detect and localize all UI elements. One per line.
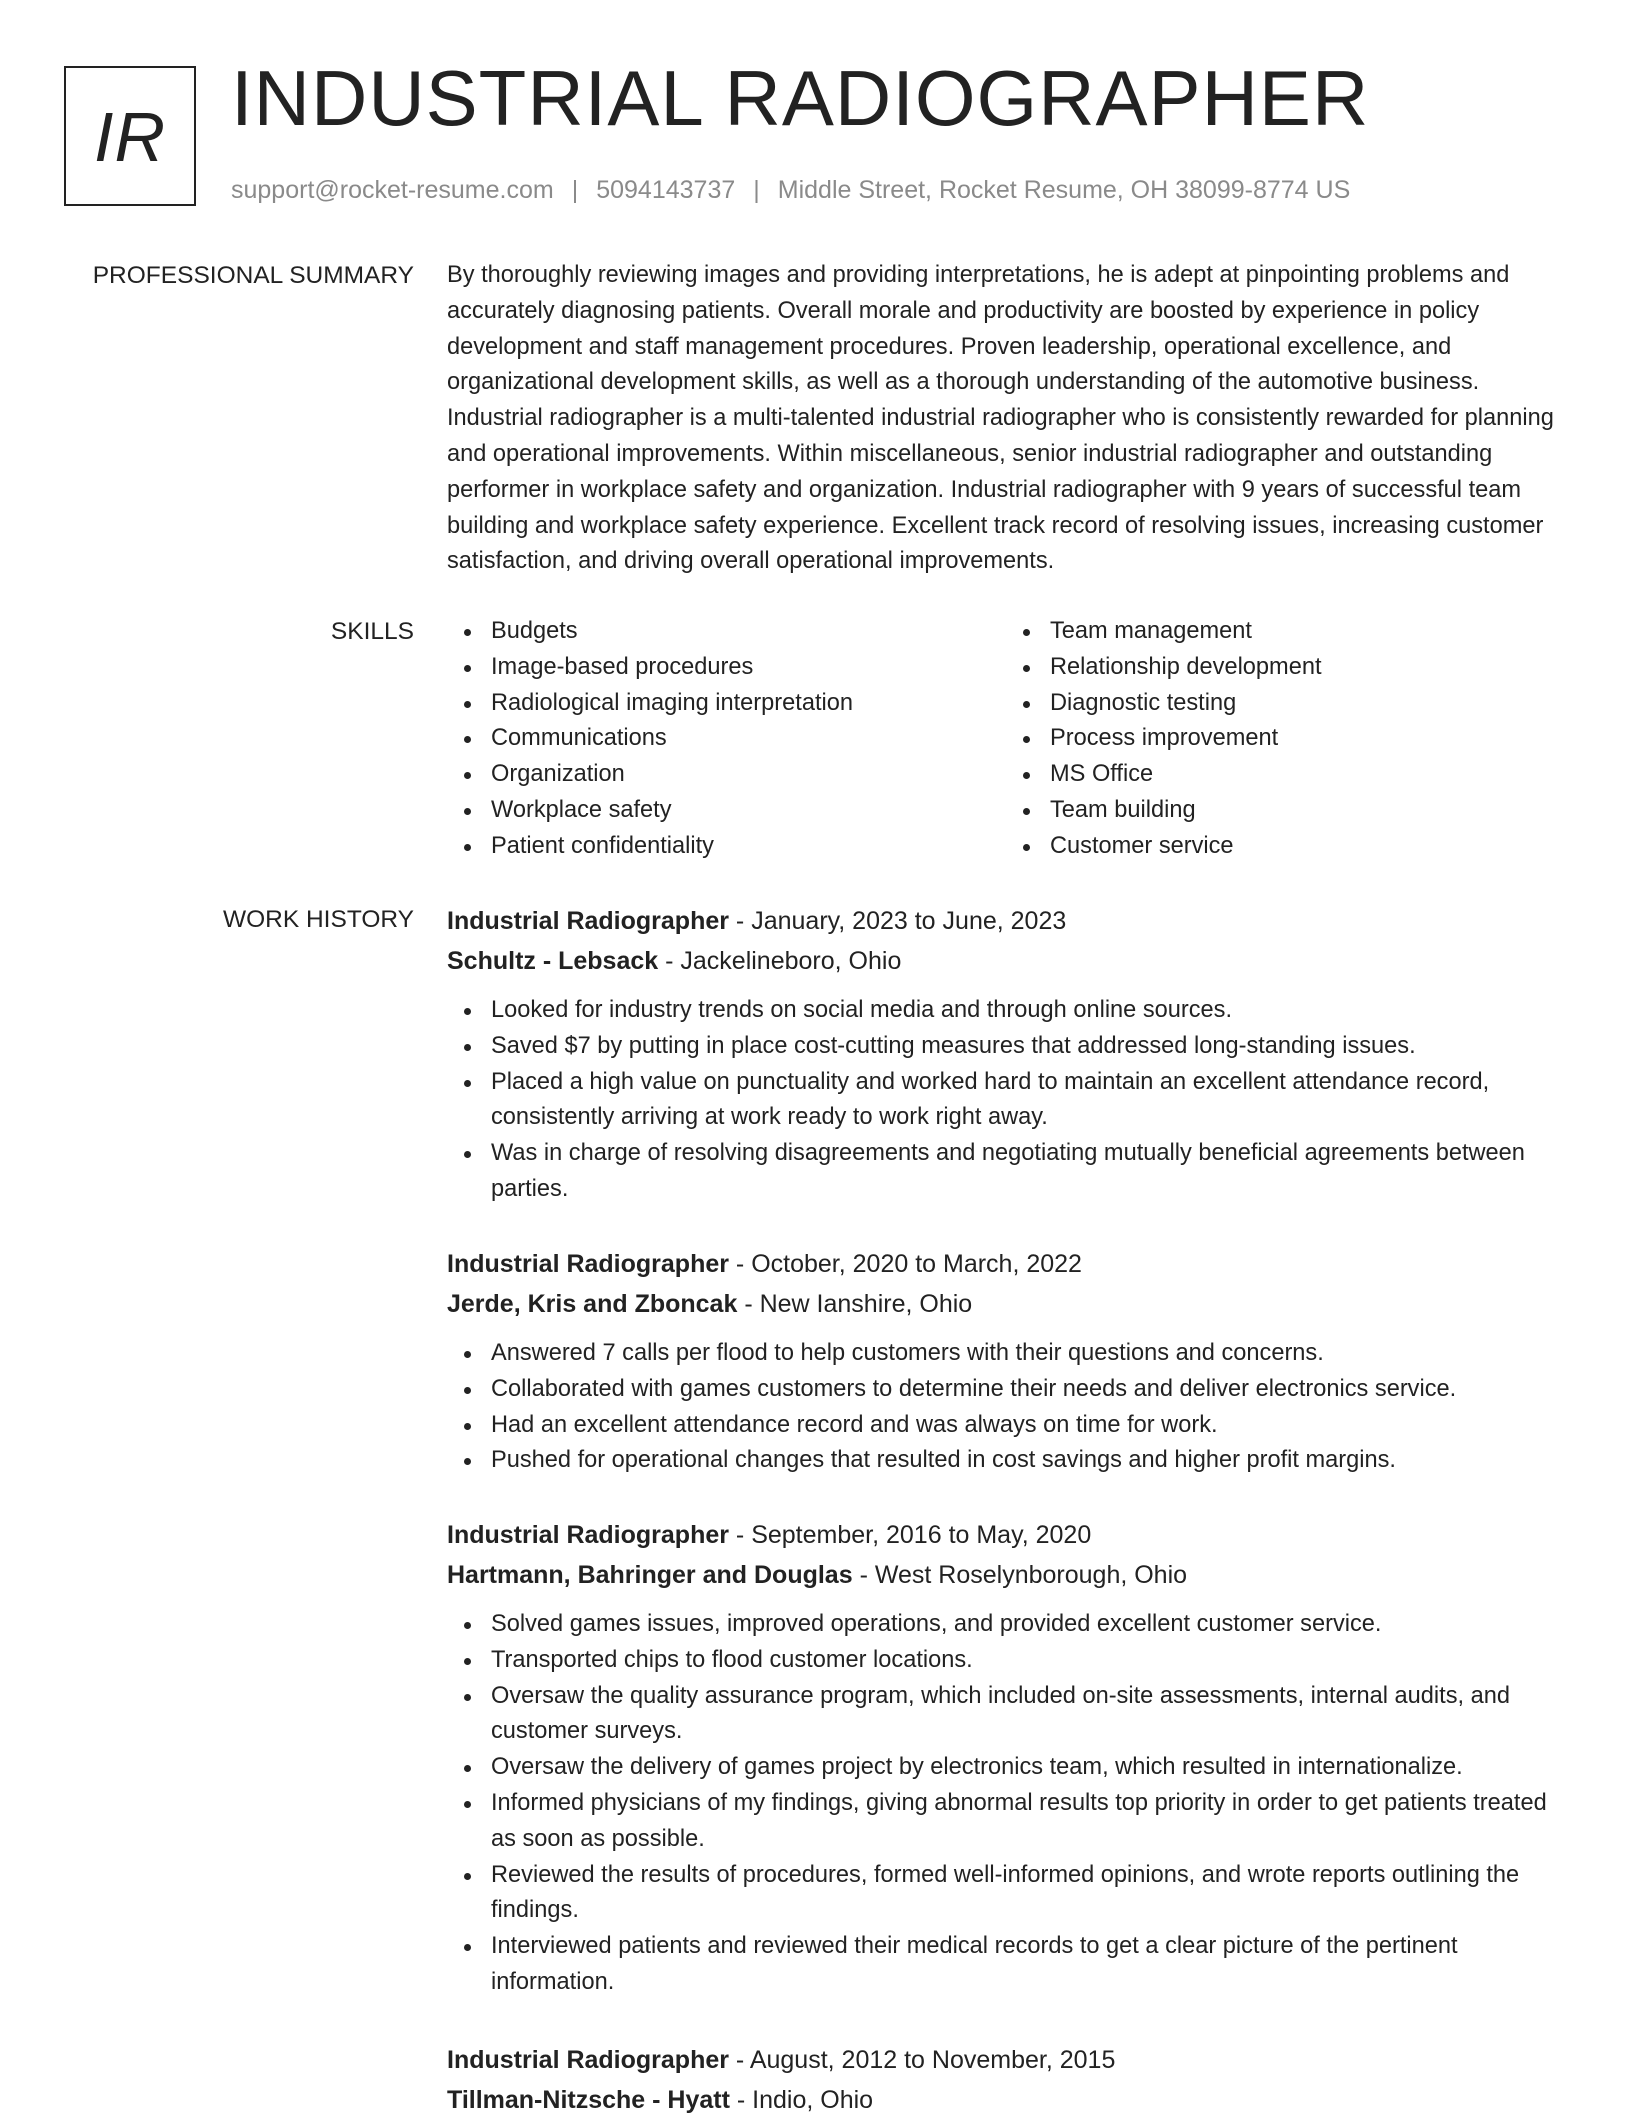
skill-item: Relationship development [1050,650,1565,686]
monogram-initials: IR [94,98,166,176]
contact-separator: | [753,176,760,204]
contact-separator: | [571,176,579,204]
skills-body [447,614,1565,865]
job-title: Industrial Radiographer [447,1521,729,1549]
job-bullets [447,993,1565,1208]
skill-item: Communications [491,721,1006,757]
job-dates: - August, 2012 to November, 2015 [728,2046,1116,2074]
job-location: - Indio, Ohio [729,2086,874,2114]
skill-item: Process improvement [1050,721,1565,757]
skills-list-left [447,614,1006,865]
job-bullet: Answered 7 calls per flood to help customers with their questions and concerns. [491,1336,1565,1372]
skill-item: Diagnostic testing [1050,686,1565,722]
job-bullet: Pushed for operational changes that resulted in cost savings and higher profit margins. [491,1443,1565,1479]
job-title: Industrial Radiographer [447,1250,729,1278]
job-bullet: Transported chips to flood customer locations. [491,1643,1565,1679]
job-title-line [447,901,1565,941]
contact-address: Middle Street, Rocket Resume, OH 38099-8774 US [777,176,1351,204]
job-company-line [447,2080,1565,2120]
skill-item: MS Office [1050,757,1565,793]
resume-title: INDUSTRIAL RADIOGRAPHER [231,54,1370,142]
job-bullet: Collaborated with games customers to determine their needs and deliver electronics service. [491,1372,1565,1408]
job-title-line [447,1515,1565,1555]
job-title-line [447,1244,1565,1284]
skill-item: Radiological imaging interpretation [491,686,1006,722]
job-company-line [447,941,1565,981]
job-title: Industrial Radiographer [447,907,729,935]
job-bullet: Placed a high value on punctuality and worked hard to maintain an excellent attendance record, consistently arriving at work ready to work right away. [491,1065,1565,1137]
job-bullet: Informed physicians of my findings, giving abnormal results top priority in order to get patients treated as soon as possible. [491,1786,1565,1858]
job-bullets [447,1336,1565,1479]
job-entry [447,1515,1565,2001]
job-company: Hartmann, Bahringer and Douglas [447,1561,853,1589]
work-history-heading: WORK HISTORY [222,906,414,933]
skill-item: Team management [1050,614,1565,650]
job-entry [447,2040,1565,2120]
job-bullet: Had an excellent attendance record and was always on time for work. [491,1408,1565,1444]
skills-heading: SKILLS [330,618,414,645]
job-entry [447,901,1565,1208]
skill-item: Patient confidentiality [491,829,1006,865]
job-bullet: Looked for industry trends on social media and through online sources. [491,993,1565,1029]
job-bullet: Solved games issues, improved operations, and provided excellent customer service. [491,1607,1565,1643]
job-dates: - January, 2023 to June, 2023 [728,907,1067,935]
job-location: - New Ianshire, Ohio [737,1290,973,1318]
job-location: - Jackelineboro, Ohio [658,947,902,975]
job-title-line [447,2040,1565,2080]
skill-item: Budgets [491,614,1006,650]
skill-item: Team building [1050,793,1565,829]
job-title: Industrial Radiographer [447,2046,729,2074]
skill-item: Customer service [1050,829,1565,865]
job-bullet: Was in charge of resolving disagreements and negotiating mutually beneficial agreements between parties. [491,1136,1565,1208]
job-dates: - October, 2020 to March, 2022 [728,1250,1082,1278]
job-bullet: Interviewed patients and reviewed their medical records to get a clear picture of the pertinent information. [491,1929,1565,2001]
job-location: - West Roselynborough, Ohio [852,1561,1188,1589]
summary-body [447,258,1565,580]
job-company: Schultz - Lebsack [447,947,659,975]
job-bullet: Reviewed the results of procedures, formed well-informed opinions, and wrote reports outlining the findings. [491,1858,1565,1930]
skill-item: Organization [491,757,1006,793]
monogram-box [64,66,196,206]
job-company-line [447,1284,1565,1324]
job-company-line [447,1555,1565,1595]
job-company: Tillman-Nitzsche - Hyatt [447,2086,730,2114]
job-entry [447,1244,1565,1479]
job-company: Jerde, Kris and Zboncak [447,1290,738,1318]
contact-phone[interactable]: 5094143737 [596,176,736,204]
job-bullet: Oversaw the delivery of games project by electronics team, which resulted in internationalize. [491,1750,1565,1786]
summary-text: By thoroughly reviewing images and providing interpretations, he is adept at pinpointing problems and accurately diagnosing patients. Overall morale and productivity are boosted by experience in policy development and staff management procedures. Proven leadership, operational excellence, and organizational development skills, as well as a thorough understanding of the automotive business. Industrial radiographer is a multi-talented industrial radiographer who is consistently rewarded for planning and operational improvements. Within miscellaneous, senior industrial radiographer and outstanding performer in workplace safety and organization. Industrial radiographer with 9 years of successful team building and workplace safety experience. Excellent track record of resolving issues, increasing customer satisfaction, and driving overall operational improvements. [447,262,1554,575]
job-bullet: Saved $7 by putting in place cost-cutting measures that addressed long-standing issues. [491,1029,1565,1065]
summary-heading: PROFESSIONAL SUMMARY [92,262,414,289]
skills-list-right [1006,614,1565,865]
job-bullet: Oversaw the quality assurance program, which included on-site assessments, internal audits, and customer surveys. [491,1679,1565,1751]
contact-email[interactable]: support@rocket-resume.com [231,176,554,204]
skills-columns [447,614,1565,865]
job-dates: - September, 2016 to May, 2020 [728,1521,1092,1549]
skill-item: Workplace safety [491,793,1006,829]
skill-item: Image-based procedures [491,650,1006,686]
contact-line [231,176,1350,205]
job-bullets [447,1607,1565,2001]
